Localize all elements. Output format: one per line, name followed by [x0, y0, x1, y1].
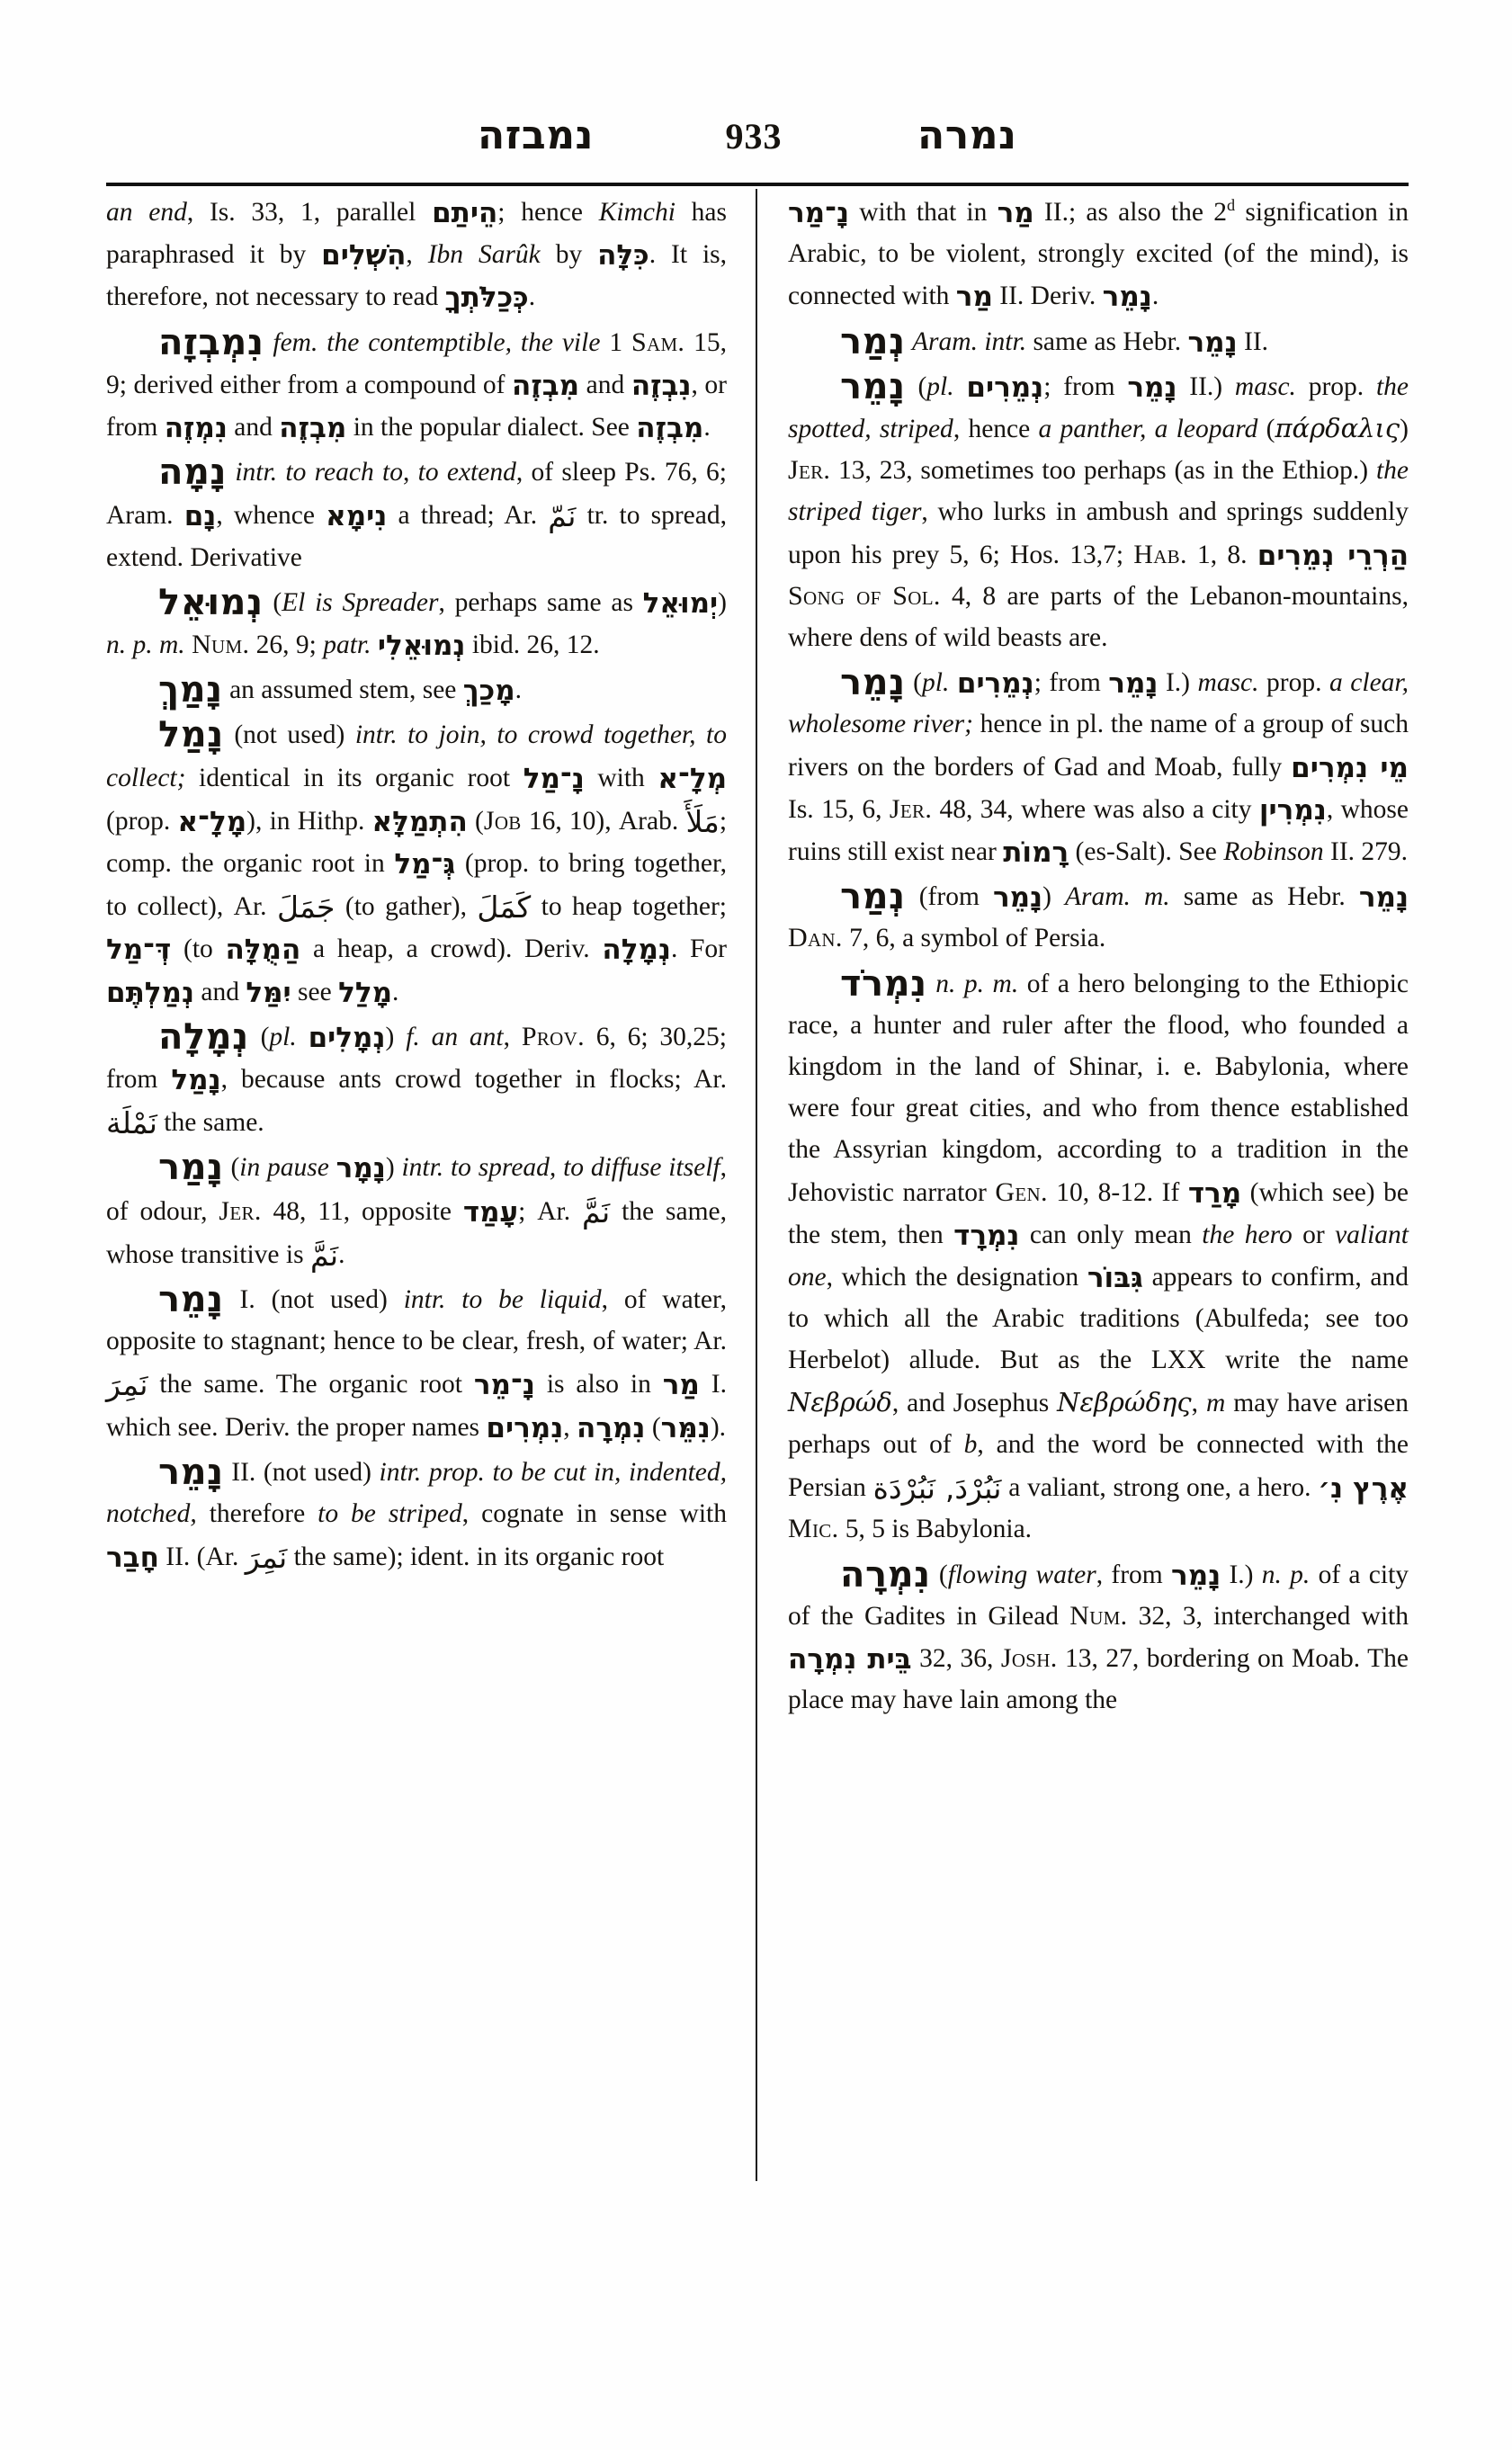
hebrew-word: אֶרֶץ נִ׳ [1318, 1472, 1409, 1506]
arabic-word: نَمَّ [309, 1237, 339, 1273]
dictionary-entry: נְמוּאֵל (El is Spreader, perhaps same as יְמוּאֵל) n. p. m. Num. 26, 9; patr. נְמוּאֵלִי ibid. 26, 12. [106, 581, 727, 663]
hebrew-word: הַרְרֵי נְמֵרִים [1257, 539, 1409, 572]
hebrew-word: רָמוֹת [1003, 836, 1069, 870]
entry-headword: נְמָלָה [158, 1015, 249, 1058]
hebrew-word: נְמָלָה [602, 934, 671, 967]
arabic-word: كَمَلَ [477, 890, 532, 925]
running-head-left-catchword: נמבזה [478, 112, 594, 158]
dictionary-entry: נָמֵר (pl. נְמֵרִים; from נָמֵר II.) masc. prop. the spotted, striped, hence a panther, a leopard (πάρδαλις) Jer. 13, 23, sometimes too perhaps (as in the Ethiop.) the striped tiger, who lurks in ambush and springs suddenly upon his prey 5, 6; Hos. 13,7; Hab. 1, 8. הַרְרֵי נְמֵרִים Song of Sol. 4, 8 are parts of the Lebanon-mountains, where dens of wild beasts are. [788, 365, 1409, 653]
entry-headword: נָמָה [158, 452, 228, 494]
paragraph-continuation: נָ־מַר with that in מַר II.; as also the 2$^d$ signification in Arabic, to be violent, strongly excited (of the mind), is connected with מַר II. Deriv. נָמֵר. [788, 196, 1409, 314]
hebrew-word: מַר [997, 197, 1034, 229]
hebrew-word: נִמְזֶה [164, 412, 228, 445]
arabic-word: مَلَأَ [685, 803, 720, 839]
entry-headword: נָמַר [158, 1147, 224, 1189]
hebrew-word: נִמְרָד [953, 1219, 1020, 1252]
hebrew-word: מַר [955, 281, 993, 314]
dictionary-entry: נִמְבְזָה fem. the contemptible, the vile 1 Sam. 15, 9; derived either from a compound of מִבְזֶה and נִבְזֶה, or from נִמְזֶה and מִבְזֶה in the popular dialect. See מִבְזֶה. [106, 321, 728, 445]
entry-headword: נִמְבְזָה [158, 321, 264, 363]
arabic-word: نَمِرَ [106, 1367, 148, 1403]
hebrew-word: נָם [183, 500, 217, 533]
hebrew-word: נְמֵרִים [956, 667, 1034, 701]
arabic-word: نَمِرَ [245, 1540, 288, 1576]
arabic-word: نَمّ [548, 498, 577, 534]
page-number: 933 [725, 116, 783, 156]
left-column [106, 191, 727, 2196]
hebrew-word: נְמַלְתֶּם [106, 976, 194, 1009]
dictionary-entry: נָמַר (in pause נָמָר) intr. to spread, to diffuse itself, of odour, Jer. 48, 11, opposite עָמַד; Ar. نَمَّ the same, whose transitive is نَمَّ. [106, 1147, 728, 1273]
hebrew-word: גִּבּוֹר [1087, 1262, 1143, 1295]
arabic-word: نَبُرْدَ, نَبُرْدَة [872, 1471, 1002, 1507]
hebrew-word: כְּכַלֹּתְךָ [444, 282, 529, 315]
hebrew-word: יִמַּל [246, 976, 291, 1009]
hebrew-word: נִימָא [326, 500, 388, 533]
entry-headword: נָמֵר [158, 1279, 224, 1321]
hebrew-word: מִבְזֶה [279, 412, 347, 445]
hebrew-word: הֵיתַם [432, 197, 498, 229]
arabic-word: جَمَلَ [276, 890, 336, 925]
arabic-word: نَمَّ [582, 1194, 611, 1229]
hebrew-word: נָמֵר [992, 881, 1043, 915]
entry-headword: נִמְרֹד [840, 962, 927, 1005]
hebrew-word: נִמְרִין [1258, 793, 1327, 827]
hebrew-word: נָ־מַר [788, 197, 850, 229]
entry-headword: נְמַר [840, 320, 906, 362]
running-head [126, 112, 1385, 178]
hebrew-word: הַמֻלָּה [225, 934, 301, 967]
hebrew-word: הִתְמַלָּא [371, 805, 468, 838]
hebrew-word: נְמָלִים [308, 1021, 386, 1054]
hebrew-word: נִמְרָה [577, 1411, 646, 1444]
hebrew-word: נָמֵר [1358, 881, 1409, 915]
dictionary-entry: נְמַר Aram. intr. same as Hebr. נָמֵר II. [840, 320, 1269, 362]
hebrew-word: מִבְזֶה [512, 369, 580, 402]
dictionary-entry: נָמָה intr. to reach to, to extend, of sleep Ps. 76, 6; Aram. נָם, whence נִימָא a thread; Ar. نَمّ tr. to spread, extend. Derivative [106, 452, 727, 572]
hebrew-word: נָמֵר [1187, 326, 1238, 359]
hebrew-word: נָמֵר [1171, 1559, 1221, 1592]
paragraph-continuation: an end, Is. 33, 1, parallel הֵיתַם; hence Kimchi has paraphrased it by הִשְׁלִים, Ibn Sarûk by כִּלָּה. It is, therefore, not necessary to read כְּכַלֹּתְךָ. [106, 197, 728, 315]
hebrew-word: מָלַל [338, 976, 393, 1009]
arabic-word: نَمْلَة [106, 1105, 157, 1141]
hebrew-word: נָ־מֵר [473, 1369, 535, 1402]
hebrew-word: נְמֵרִים [966, 371, 1044, 404]
entry-headword: נִמְרָה [840, 1553, 931, 1596]
entry-headword: נָמַל [158, 714, 224, 756]
hebrew-word: נִמְרִים [486, 1411, 564, 1444]
hebrew-word: נָמָר [336, 1152, 386, 1185]
dictionary-entry: נְמָלָה (pl. נְמָלִים) f. an ant, Prov. 6, 6; 30,25; from נָמַל, because ants crowd together in flocks; Ar. نَمْلَة the same. [106, 1015, 728, 1141]
hebrew-word: מַר [662, 1369, 700, 1402]
dictionary-entry: נִמְרֹד n. p. m. of a hero belonging to the Ethiopic race, a hunter and ruler after the flood, who founded a kingdom in the land of Shinar, i. e. Babylonia, where were four great cities, and who from thence established the Assyrian kingdom, according to a tradition in the Jehovistic narrator Gen. 10, 8-12. If מָרַד (which see) be the stem, then נִמְרָד can only mean the hero or valiant one, which the designation גִּבּוֹר appears to confirm, and to which all the Arabic traditions (Abulfeda; see too Herbelot) allude. But as the LXX write the name Νεβρώδ, and Josephus Νεβρώδης, m may have arisen perhaps out of b, and the word be connected with the Persian نَبُرْدَ, نَبُرْدَة a valiant, strong one, a hero. אֶרֶץ נִ׳ Mic. 5, 5 is Babylonia. [788, 962, 1409, 1544]
running-head-right-catchword: נמרה [917, 112, 1017, 158]
hebrew-word: נָ־מַל [523, 762, 585, 795]
entry-headword: נָמֵר [840, 662, 906, 704]
hebrew-word: גְּ־מַל [394, 848, 456, 881]
hebrew-word: בֵּית נִמְרָה [788, 1642, 912, 1676]
hebrew-word: חָבַר [106, 1542, 159, 1575]
hebrew-word: כִּלָּה [597, 239, 649, 273]
entry-headword: נָמֵר [840, 365, 906, 407]
dictionary-entry: נָמֵר (pl. נְמֵרִים; from נָמֵר I.) masc. prop. a clear, wholesome river; hence in pl. the name of a group of such rivers on the borders of Gad and Moab, fully מֵי נִמְרִים Is. 15, 6, Jer. 48, 34, where was also a city נִמְרִין, whose ruins still exist near רָמוֹת (es-Salt). See Robinson II. 279. [788, 662, 1409, 870]
hebrew-word: נָמַל [171, 1064, 221, 1097]
hebrew-word: מָלָ־א [177, 805, 247, 838]
entry-headword: נָמַךְ [158, 669, 223, 711]
hebrew-word: נְמוּאֵלִי [377, 630, 466, 663]
hebrew-word: מָרַד [1187, 1176, 1242, 1210]
hebrew-word: דְּ־מַל [106, 934, 172, 967]
entry-headword: נָמֵר [158, 1451, 224, 1493]
entry-headword: נְמַר [840, 876, 906, 918]
two-column-body [106, 191, 1409, 2196]
hebrew-word: נָמֵר [1102, 281, 1152, 314]
hebrew-word: יְמוּאֵל [642, 586, 719, 620]
entry-headword: נְמוּאֵל [158, 581, 264, 623]
hebrew-word: נָמֵר [1127, 371, 1177, 404]
right-column [788, 191, 1409, 2196]
header-rule [106, 183, 1409, 186]
hebrew-word: מֵי נִמְרִים [1291, 751, 1409, 784]
hebrew-word: מִבְזֶה [636, 412, 704, 445]
hebrew-word: הִשְׁלִים [321, 239, 407, 273]
hebrew-word: נִבְזֶה [631, 369, 692, 402]
dictionary-entry: נְמַר (from נָמֵר) Aram. m. same as Hebr. נָמֵר Dan. 7, 6, a symbol of Persia. [788, 876, 1409, 953]
dictionary-entry: נָמַךְ an assumed stem, see מָכַךְ. [158, 669, 523, 711]
hebrew-word: עָמַד [462, 1195, 519, 1229]
hebrew-word: נִמֵּר [660, 1411, 711, 1444]
dictionary-entry: נָמַל (not used) intr. to join, to crowd together, to collect; identical in its organic root נָ־מַל with מְלָ־א (prop. מָלָ־א), in Hithp. הִתְמַלָּא (Job 16, 10), Arab. مَلَأَ; comp. the organic root in גְּ־מַל (prop. to bring together, to collect), Ar. جَمَلَ (to gather), كَمَلَ to heap together; דְּ־מַל (to הַמֻלָּה a heap, a crowd). Deriv. נְמָלָה. For נְמַלְתֶּם and יִמַּל see מָלַל. [106, 714, 728, 1009]
hebrew-word: מְלָ־א [658, 762, 728, 795]
dictionary-entry: נָמֵר I. (not used) intr. to be liquid, of water, opposite to stagnant; hence to be clear, fresh, of water; Ar. نَمِرَ the same. The organic root נָ־מֵר is also in מַר I. which see. Deriv. the proper names נִמְרִים, נִמְרָה (נִמֵּר). [106, 1279, 728, 1444]
hebrew-word: נָמֵר [1108, 667, 1159, 701]
dictionary-entry: נִמְרָה (flowing water, from נָמֵר I.) n. p. of a city of the Gadites in Gilead Num. 32, 3, interchanged with בֵּית נִמְרָה 32, 36, Josh. 13, 27, bordering on Moab. The place may have lain among the [788, 1553, 1409, 1715]
hebrew-word: מָכַךְ [462, 675, 515, 708]
dictionary-entry: נָמֵר II. (not used) intr. prop. to be cut in, indented, notched, therefore to be striped, cognate in sense with חָבַר II. (Ar. نَمِرَ the same); ident. in its organic root [106, 1451, 727, 1576]
